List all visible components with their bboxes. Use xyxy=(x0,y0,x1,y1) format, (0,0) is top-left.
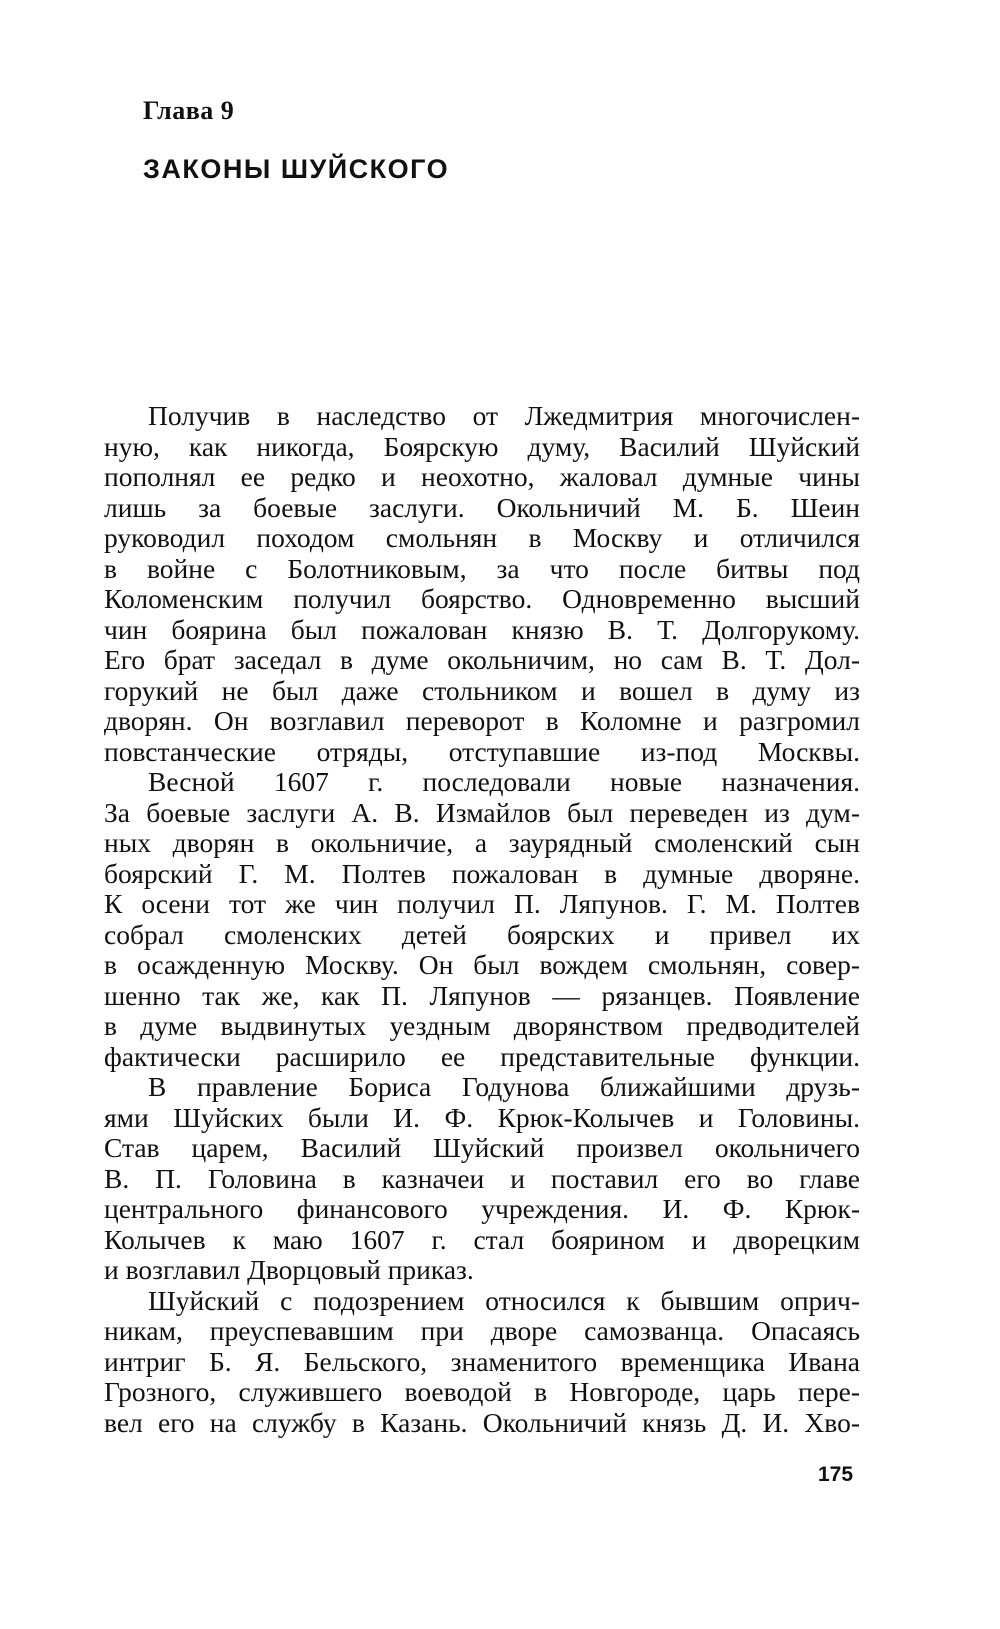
text-line: руководил походом смольнян в Москву и отличился xyxy=(104,522,860,553)
text-line: вел его на службу в Казань. Окольничий князь Д. И. Хво- xyxy=(104,1406,860,1438)
text-line: интриг Б. Я. Бельского, знаменитого временщика Ивана xyxy=(104,1345,860,1377)
paragraph-2 xyxy=(104,767,860,1072)
text-line: Колычев к маю 1607 г. стал боярином и дворецким xyxy=(104,1223,860,1255)
paragraph-4 xyxy=(104,1286,860,1439)
text-line: К осени тот же чин получил П. Ляпунов. Г. М. Полтев xyxy=(104,888,860,919)
text-line: в думе выдвинутых уездным дворянством предводителей xyxy=(104,1010,860,1041)
text-line: лишь за боевые заслуги. Окольничий М. Б. Шеин xyxy=(104,491,860,523)
text-line: в осажденную Москву. Он был вождем смольнян, совер- xyxy=(104,949,860,980)
text-line: Получив в наследство от Лжедмитрия многочислен- xyxy=(148,400,860,431)
text-line: ных дворян в окольничие, а заурядный смоленский сын xyxy=(104,827,860,858)
paragraph-1 xyxy=(104,401,860,767)
chapter-title: ЗАКОНЫ ШУЙСКОГО xyxy=(143,154,450,184)
text-line: дворян. Он возглавил переворот в Коломне и разгромил xyxy=(104,705,860,736)
paragraph-3 xyxy=(104,1072,860,1286)
text-line: Грозного, служившего воеводой в Новгороде, царь пере- xyxy=(104,1376,860,1407)
text-line: чин боярина был пожалован князю В. Т. Долгорукому. xyxy=(104,613,860,645)
text-line: Шуйский с подозрением относился к бывшим оприч- xyxy=(148,1284,860,1316)
text-line: В правление Бориса Годунова ближайшими друзь- xyxy=(148,1071,860,1102)
text-line: собрал смоленских детей боярских и привел их xyxy=(104,918,860,950)
text-line: шенно так же, как П. Ляпунов — рязанцев. Появление xyxy=(104,979,860,1011)
text-line: никам, преуспевавшим при дворе самозванца. Опасаясь xyxy=(104,1315,860,1346)
text-line: В. П. Головина в казначеи и поставил его во главе xyxy=(104,1162,860,1194)
text-line: фактически расширило ее представительные функции. xyxy=(104,1040,860,1072)
text-line: ную, как никогда, Боярскую думу, Василий Шуйский xyxy=(104,430,860,462)
text-line: и возглавил Дворцовый приказ. xyxy=(104,1254,474,1285)
text-line: пополнял ее редко и неохотно, жаловал думные чины xyxy=(104,461,860,492)
text-line: Весной 1607 г. последовали новые назначения. xyxy=(148,766,860,797)
page-number: 175 xyxy=(818,1463,854,1486)
text-line: центрального финансового учреждения. И. Ф. Крюк- xyxy=(104,1193,860,1224)
text-line: повстанческие отряды, отступавшие из-под Москвы. xyxy=(104,735,860,767)
body-text xyxy=(104,401,860,1438)
text-line: Коломенским получил боярство. Одновременно высший xyxy=(104,583,860,614)
chapter-label: Глава 9 xyxy=(143,96,235,125)
text-line: Его брат заседал в думе окольничим, но сам В. Т. Дол- xyxy=(104,644,860,675)
text-line: ями Шуйских были И. Ф. Крюк-Колычев и Головины. xyxy=(104,1101,860,1133)
text-line: боярский Г. М. Полтев пожалован в думные дворяне. xyxy=(104,857,860,889)
text-line: в войне с Болотниковым, за что после битвы под xyxy=(104,552,860,584)
text-line: горукий не был даже стольником и вошел в думу из xyxy=(104,674,860,706)
text-line: За боевые заслуги А. В. Измайлов был переведен из дум- xyxy=(104,796,860,828)
text-line: Став царем, Василий Шуйский произвел окольничего xyxy=(104,1132,860,1163)
